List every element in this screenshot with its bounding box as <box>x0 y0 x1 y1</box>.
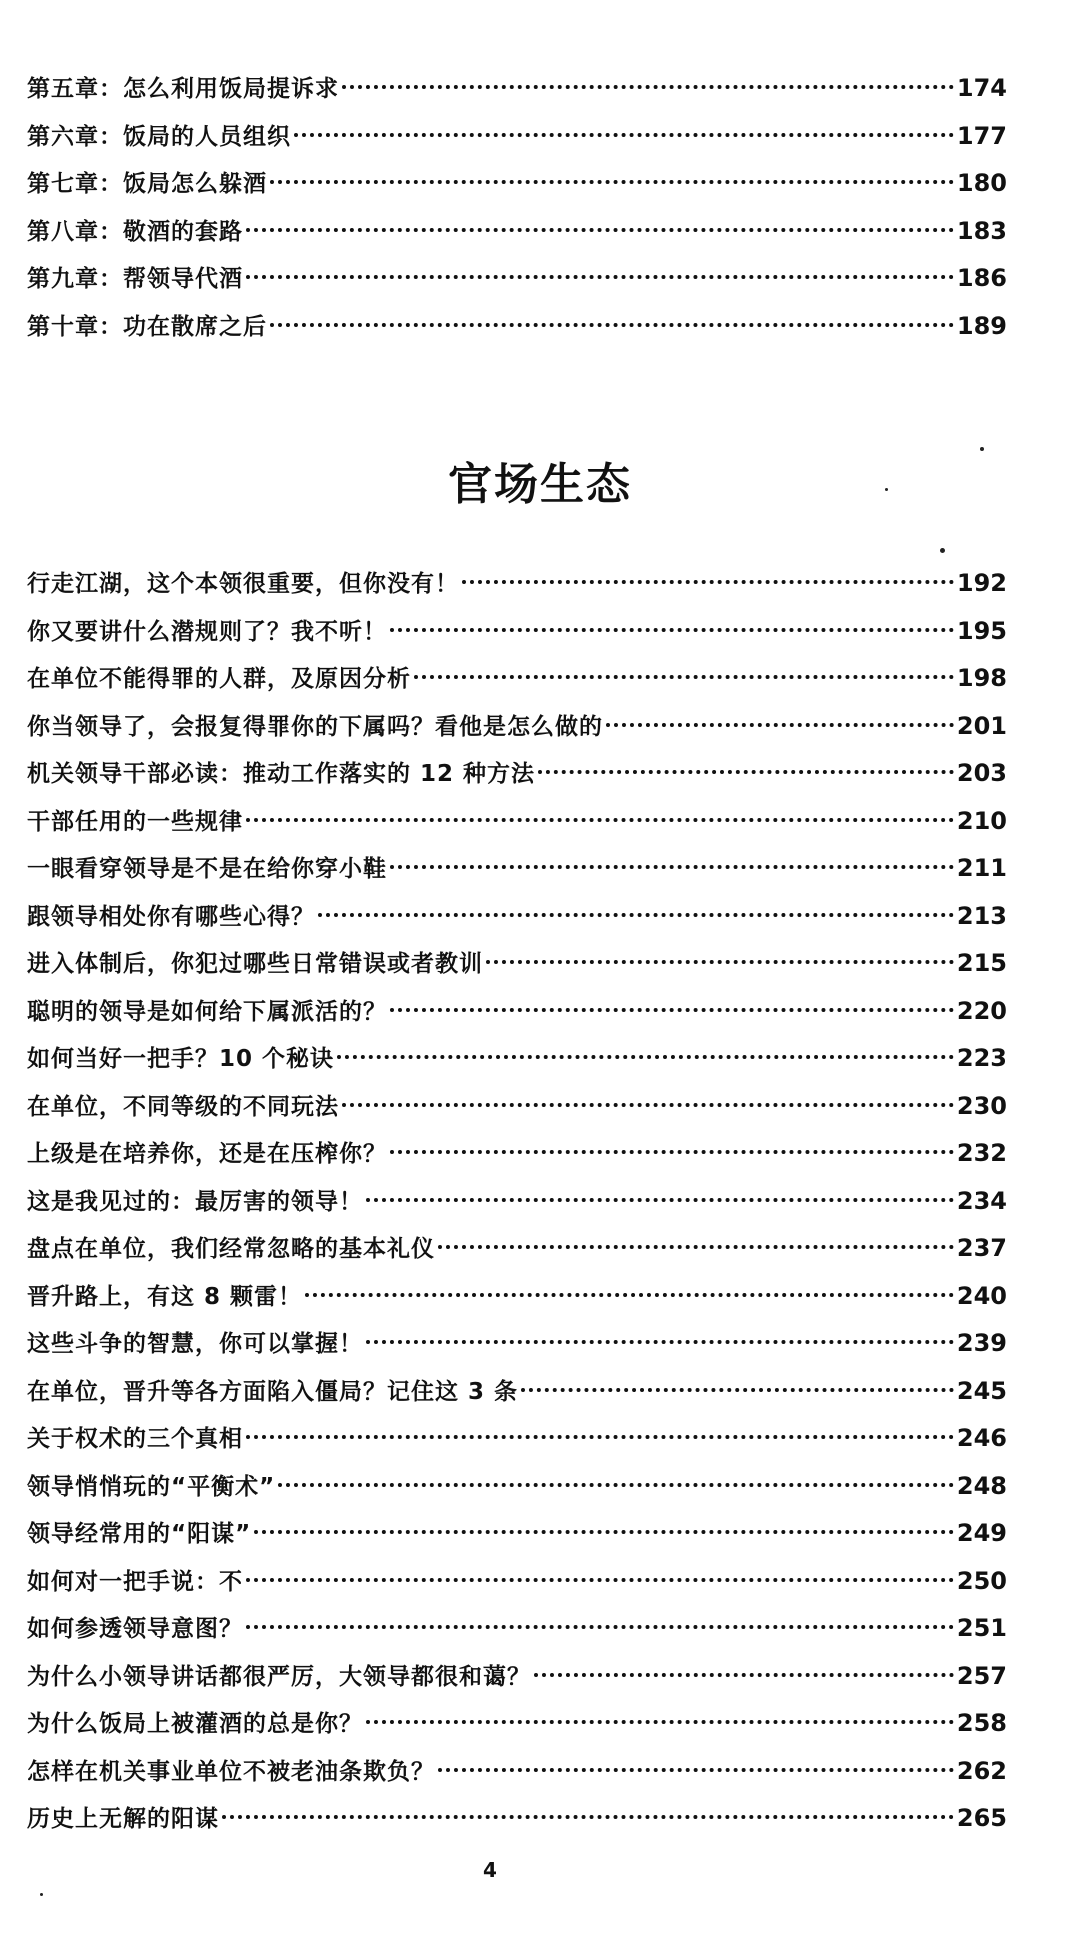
toc-entry-page: 174 <box>956 74 1007 102</box>
toc-entry-title: 怎样在机关事业单位不被老油条欺负？ <box>27 1758 435 1785</box>
toc-entry <box>27 1230 1007 1278</box>
toc-entry-title: 行走江湖，这个本领很重要，但你没有！ <box>27 571 459 597</box>
toc-entry-title: 晋升路上，有这 8 颗雷！ <box>27 1283 303 1310</box>
dot-leader <box>390 628 954 632</box>
toc-entry-page: 237 <box>956 1234 1007 1262</box>
toc-entry <box>27 850 1007 898</box>
toc-entry <box>27 613 1007 661</box>
dot-leader <box>390 865 954 869</box>
toc-entry-page: 192 <box>956 569 1007 597</box>
toc-entry-page: 215 <box>956 949 1007 977</box>
toc-entry-title: 你当领导了，会报复得罪你的下属吗？看他是怎么做的 <box>27 713 603 740</box>
dot-leader <box>366 1198 954 1202</box>
dot-leader <box>342 1103 954 1107</box>
toc-entry-title: 如何对一把手说：不 <box>27 1568 243 1595</box>
toc-entry <box>27 308 1007 356</box>
toc-entry-title: 领导经常用的“阳谋” <box>27 1521 252 1547</box>
toc-entry-title: 第五章：怎么利用饭局提诉求 <box>27 76 339 102</box>
dot-leader <box>246 818 954 822</box>
toc-entry <box>27 1705 1007 1753</box>
toc-entry-page: 210 <box>956 806 1007 835</box>
page-number: 4 <box>483 1858 497 1882</box>
toc-entry <box>27 1468 1007 1516</box>
toc-entry-title: 关于权术的三个真相 <box>27 1426 243 1452</box>
toc-entry-title: 干部任用的一些规律 <box>27 808 243 835</box>
toc-entry-title: 这是我见过的：最厉害的领导！ <box>27 1188 363 1215</box>
toc-entry <box>27 993 1007 1041</box>
toc-entry <box>27 565 1007 613</box>
dot-leader <box>486 960 954 964</box>
dot-leader <box>606 723 954 727</box>
dot-leader <box>390 1150 954 1154</box>
toc-entry-page: 232 <box>956 1139 1007 1167</box>
toc-entry-page: 265 <box>956 1804 1007 1832</box>
dot-leader <box>390 1008 954 1012</box>
toc-entry-title: 机关领导干部必读：推动工作落实的 12 种方法 <box>27 761 536 787</box>
toc-entry-title: 为什么饭局上被灌酒的总是你？ <box>27 1711 363 1737</box>
dot-leader <box>366 1720 954 1724</box>
dot-leader <box>246 275 954 279</box>
dot-leader <box>222 1815 954 1819</box>
toc-entry-page: 251 <box>956 1614 1007 1642</box>
toc-entry <box>27 1658 1007 1706</box>
toc-entry-title: 进入体制后，你犯过哪些日常错误或者教训 <box>27 951 483 977</box>
toc-entry-page: 239 <box>956 1329 1007 1357</box>
toc-entry <box>27 1515 1007 1563</box>
toc-entry-title: 如何参透领导意图？ <box>27 1616 243 1642</box>
toc-entry-title: 历史上无解的阳谋 <box>27 1806 219 1832</box>
toc-entry-page: 195 <box>956 616 1007 645</box>
toc-entry-page: 257 <box>956 1661 1007 1690</box>
toc-entry-title: 在单位，不同等级的不同玩法 <box>27 1093 339 1120</box>
toc-entry <box>27 803 1007 851</box>
dot-leader <box>270 180 954 184</box>
toc-entry <box>27 1183 1007 1231</box>
toc-entry-page: 234 <box>956 1186 1007 1215</box>
toc-entry <box>27 213 1007 261</box>
dot-leader <box>438 1245 954 1249</box>
section-heading: 官场生态 <box>448 459 632 510</box>
toc-entry <box>27 660 1007 708</box>
toc-entry-title: 在单位，晋升等各方面陷入僵局？记住这 3 条 <box>27 1378 519 1405</box>
toc-entry <box>27 1040 1007 1088</box>
toc-entry-title: 聪明的领导是如何给下属派活的？ <box>27 998 387 1025</box>
toc-entry-page: 220 <box>956 996 1007 1025</box>
dot-leader <box>534 1673 954 1677</box>
dot-leader <box>246 1435 954 1439</box>
toc-entry-page: 262 <box>956 1756 1007 1785</box>
toc-entry-page: 223 <box>956 1044 1007 1072</box>
toc-entry <box>27 945 1007 993</box>
toc-entry-page: 249 <box>956 1519 1007 1547</box>
toc-entry-title: 领导悄悄玩的“平衡术” <box>27 1473 276 1500</box>
toc-entry-page: 211 <box>956 854 1007 882</box>
toc-entry-page: 245 <box>956 1376 1007 1405</box>
dot-leader <box>270 323 954 327</box>
scan-speck <box>940 548 945 553</box>
dot-leader <box>246 1625 954 1629</box>
toc-entry-title: 在单位不能得罪的人群，及原因分析 <box>27 666 411 692</box>
dot-leader <box>318 913 954 917</box>
toc-entry <box>27 1753 1007 1801</box>
toc-top-list <box>27 70 1007 356</box>
dot-leader <box>342 85 954 89</box>
toc-entry-title: 第七章：饭局怎么躲酒 <box>27 171 267 198</box>
dot-leader <box>414 675 954 679</box>
toc-entry <box>27 1563 1007 1611</box>
toc-entry-page: 246 <box>956 1424 1007 1452</box>
toc-entry <box>27 118 1007 166</box>
toc-entry-title: 盘点在单位，我们经常忽略的基本礼仪 <box>27 1236 435 1262</box>
toc-entry-page: 230 <box>956 1091 1007 1120</box>
dot-leader <box>538 770 954 774</box>
toc-entry-title: 上级是在培养你，还是在压榨你？ <box>27 1141 387 1167</box>
toc-entry-title: 这些斗争的智慧，你可以掌握！ <box>27 1331 363 1357</box>
toc-entry-page: 180 <box>956 169 1007 198</box>
dot-leader <box>305 1293 954 1297</box>
dot-leader <box>462 580 954 584</box>
toc-entry <box>27 1373 1007 1421</box>
dot-leader <box>254 1530 954 1534</box>
toc-entry <box>27 1135 1007 1183</box>
toc-entry <box>27 70 1007 118</box>
toc-entry-page: 258 <box>956 1709 1007 1737</box>
toc-entry-page: 201 <box>956 711 1007 740</box>
toc-entry-title: 如何当好一把手？10 个秘诀 <box>27 1046 335 1072</box>
dot-leader <box>246 1578 954 1582</box>
toc-entry-page: 189 <box>956 311 1007 340</box>
toc-entry-page: 183 <box>956 216 1007 245</box>
toc-entry <box>27 755 1007 803</box>
toc-entry-title: 第六章：饭局的人员组织 <box>27 123 291 150</box>
toc-entry-title: 跟领导相处你有哪些心得？ <box>27 903 315 930</box>
dot-leader <box>246 228 954 232</box>
toc-entry <box>27 165 1007 213</box>
toc-entry <box>27 1420 1007 1468</box>
toc-entry-page: 213 <box>956 901 1007 930</box>
dot-leader <box>337 1055 954 1059</box>
toc-entry-title: 为什么小领导讲话都很严厉，大领导都很和蔼？ <box>27 1663 531 1690</box>
toc-entry <box>27 1278 1007 1326</box>
toc-entry-page: 177 <box>956 121 1007 150</box>
scan-speck <box>885 488 888 491</box>
toc-entry-page: 240 <box>956 1281 1007 1310</box>
toc-entry-title: 第八章：敬酒的套路 <box>27 218 243 245</box>
toc-entry-title: 第九章：帮领导代酒 <box>27 266 243 293</box>
toc-entry-title: 第十章：功在散席之后 <box>27 313 267 340</box>
toc-entry-page: 203 <box>956 759 1007 787</box>
toc-entry-title: 一眼看穿领导是不是在给你穿小鞋 <box>27 856 387 882</box>
dot-leader <box>294 133 954 137</box>
dot-leader <box>366 1340 954 1344</box>
toc-section-list <box>27 565 1007 1848</box>
toc-entry-page: 248 <box>956 1471 1007 1500</box>
toc-entry-page: 198 <box>956 664 1007 692</box>
toc-entry <box>27 708 1007 756</box>
toc-entry-page: 250 <box>956 1566 1007 1595</box>
dot-leader <box>438 1768 954 1772</box>
dot-leader <box>278 1483 954 1487</box>
dot-leader <box>521 1388 954 1392</box>
toc-entry <box>27 1088 1007 1136</box>
toc-entry <box>27 1800 1007 1848</box>
toc-entry <box>27 1325 1007 1373</box>
toc-entry-page: 186 <box>956 264 1007 293</box>
toc-entry <box>27 1610 1007 1658</box>
toc-entry <box>27 260 1007 308</box>
toc-entry <box>27 898 1007 946</box>
scan-speck <box>40 1893 43 1896</box>
toc-entry-title: 你又要讲什么潜规则了？我不听！ <box>27 618 387 645</box>
scan-speck <box>980 447 984 451</box>
